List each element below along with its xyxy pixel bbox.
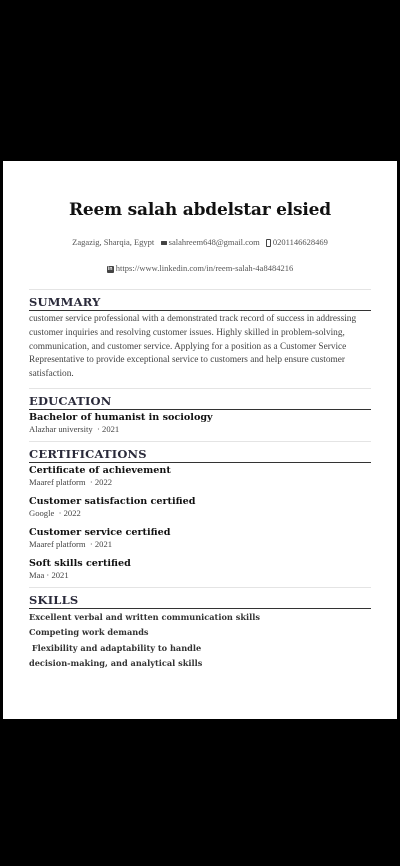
skill-item: Flexibility and adaptability to handle xyxy=(29,642,202,653)
certification-entry xyxy=(29,558,371,581)
certification-issuer: Maaref platform xyxy=(29,538,86,549)
certification-name: Soft skills certified xyxy=(29,557,131,569)
location-text: Zagazig, Sharqia, Egypt xyxy=(72,237,155,247)
certification-meta: Google · 2022 xyxy=(29,507,81,518)
section-divider xyxy=(29,587,371,588)
certification-name: Customer satisfaction certified xyxy=(29,495,196,507)
phone-icon xyxy=(266,239,271,247)
certification-year: 2021 xyxy=(94,538,113,549)
skills-heading: SKILLS xyxy=(29,593,371,609)
contact-line xyxy=(29,236,371,248)
skill-item: Competing work demands xyxy=(29,627,149,638)
summary-section xyxy=(29,295,371,382)
education-section xyxy=(29,394,371,435)
section-divider xyxy=(29,388,371,389)
certification-year: 2022 xyxy=(94,476,113,487)
certification-year: 2022 xyxy=(63,507,81,518)
certification-entry xyxy=(29,465,371,488)
certification-entry xyxy=(29,496,371,519)
certification-meta: Maa · 2021 xyxy=(29,569,69,580)
certification-meta: Maaref platform · 2021 xyxy=(29,538,113,549)
header-divider xyxy=(29,289,371,290)
summary-heading: SUMMARY xyxy=(29,295,371,311)
degree-title: Bachelor of humanist in sociology xyxy=(29,411,213,423)
certification-name: Certificate of achievement xyxy=(29,464,171,476)
education-year: 2021 xyxy=(102,423,120,434)
certification-name: Customer service certified xyxy=(29,526,171,538)
summary-text: customer service professional with a demonstrated track record of success in addressing customer inquiries and resolving customer issues. Highly skilled in problem-solving, communication, and customer service. Applying for a position as a Customer Service Representative to provide exceptional service to customers and help ensure customer satisfaction. xyxy=(29,314,357,380)
certifications-heading: CERTIFICATIONS xyxy=(29,447,371,463)
certification-issuer: Google xyxy=(29,507,55,518)
skill-item: Excellent verbal and written communication skills xyxy=(29,611,260,622)
certification-issuer: Maaref platform xyxy=(29,476,86,487)
mail-icon xyxy=(161,241,167,245)
linkedin-icon: in xyxy=(108,265,113,272)
linkedin-line xyxy=(29,262,371,274)
certification-issuer: Maa xyxy=(29,569,45,580)
candidate-name: Reem salah abdelstar elsied xyxy=(69,200,331,220)
education-entry xyxy=(29,412,371,435)
education-meta: Alazhar university · 2021 xyxy=(29,423,120,434)
certification-entry xyxy=(29,527,371,550)
education-heading: EDUCATION xyxy=(29,394,371,410)
certification-meta: Maaref platform · 2022 xyxy=(29,476,113,487)
resume-page xyxy=(3,161,397,719)
skills-section xyxy=(29,593,371,671)
skill-item: decision-making, and analytical skills xyxy=(29,657,203,668)
phone-text: 0201146628469 xyxy=(272,237,328,247)
certifications-section xyxy=(29,447,371,581)
certification-year: 2021 xyxy=(51,569,69,580)
institution: Alazhar university xyxy=(29,423,93,434)
section-divider xyxy=(29,441,371,442)
email-link[interactable]: salahreem648@gmail.com xyxy=(168,237,260,247)
linkedin-link[interactable]: https://www.linkedin.com/in/reem-salah-4a8484216 xyxy=(115,263,294,273)
